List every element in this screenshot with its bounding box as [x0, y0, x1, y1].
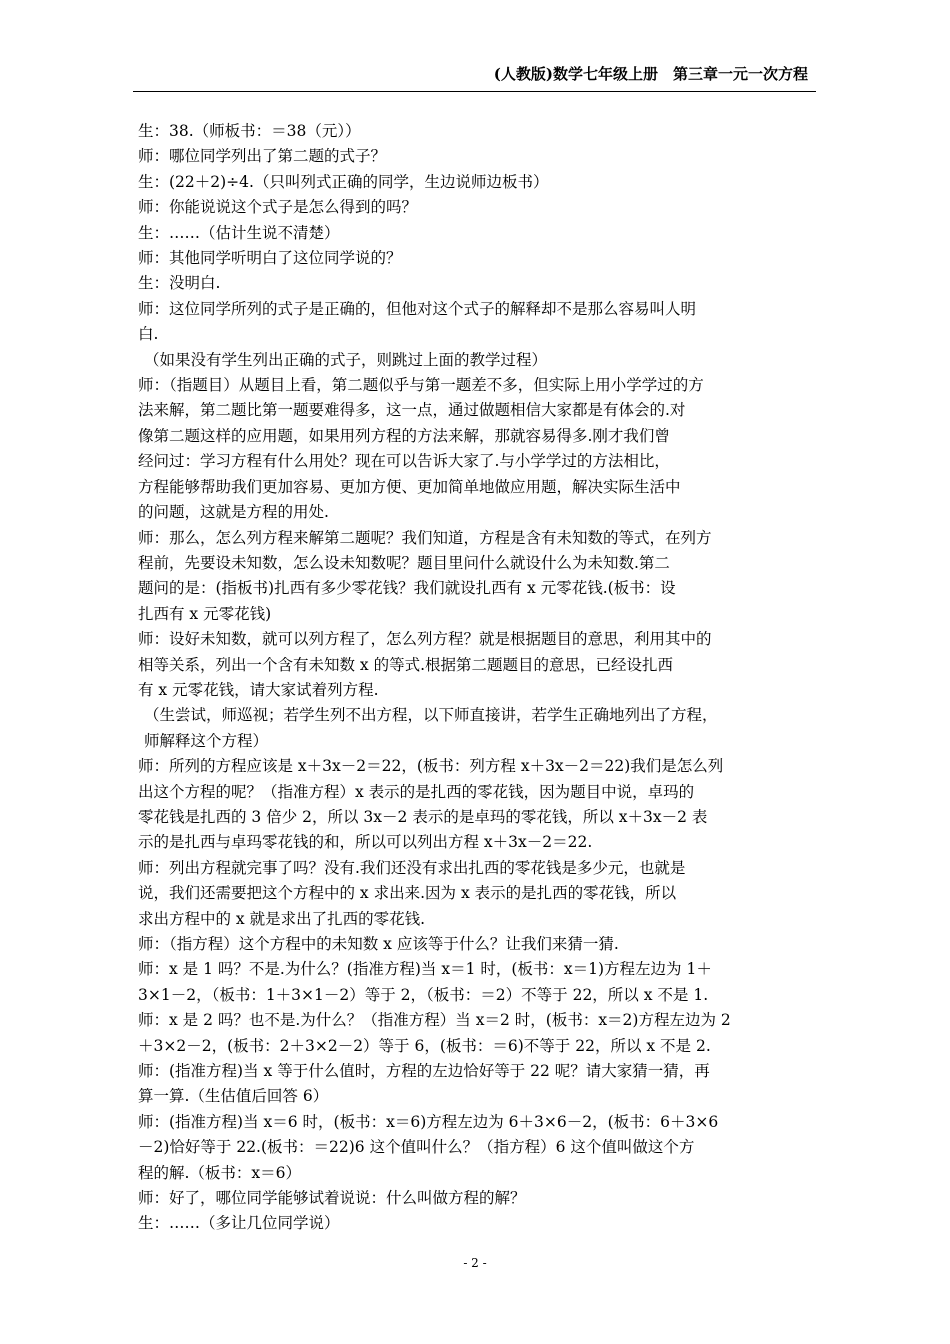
- dialogue-paragraph: [138, 754, 818, 856]
- text-line: 师：这位同学所列的式子是正确的，但他对这个式子的解释却不是那么容易叫人明: [138, 299, 697, 318]
- text-line: ＋3×2－2，(板书：2＋3×2－2）等于 6，(板书：＝6)不等于 22，所以 x 不是 2.: [138, 1036, 711, 1055]
- text-line: 师：你能说说这个式子是怎么得到的吗？: [138, 198, 418, 217]
- text-line: 师：所列的方程应该是 x＋3x－2＝22，(板书：列方程 x＋3x－2＝22)我们是怎么列: [138, 757, 724, 776]
- dialogue-paragraph: [138, 195, 818, 220]
- text-line: 师：好了，哪位同学能够试着说说：什么叫做方程的解？: [138, 1189, 526, 1208]
- text-line: 出这个方程的呢？（指准方程）x 表示的是扎西的零花钱，因为题目中说，卓玛的: [138, 782, 695, 801]
- text-line: 方程能够帮助我们更加容易、更加方便、更加简单地做应用题，解决实际生活中: [138, 477, 681, 496]
- dialogue-paragraph: [138, 246, 818, 271]
- dialogue-paragraph: [138, 297, 818, 348]
- text-line: 像第二题这样的应用题，如果用列方程的方法来解，那就容易得多.刚才我们曾: [138, 426, 670, 445]
- dialogue-paragraph: [138, 1110, 818, 1186]
- text-line: 经问过：学习方程有什么用处？现在可以告诉大家了.与小学学过的方法相比，: [138, 452, 670, 471]
- dialogue-paragraph: [138, 373, 818, 525]
- text-line: 题问的是：(指板书)扎西有多少零花钱？我们就设扎西有 x 元零花钱.(板书：设: [138, 579, 676, 598]
- text-line: 示的是扎西与卓玛零花钱的和，所以可以列出方程 x＋3x－2＝22.: [138, 833, 593, 852]
- dialogue-paragraph: [138, 627, 818, 703]
- page-header: (人教版)数学七年级上册 第三章一元一次方程: [493, 65, 808, 83]
- text-line: 有 x 元零花钱，请大家试着列方程.: [138, 680, 379, 699]
- text-line: 零花钱是扎西的 3 倍少 2，所以 3x－2 表示的是卓玛的零花钱，所以 x＋3x－2 表: [138, 807, 708, 826]
- text-line: 算一算.（生估值后回答 6）: [138, 1087, 329, 1106]
- text-line: 师：(指准方程)当 x 等于什么值时，方程的左边恰好等于 22 呢？请大家猜一猜，再: [138, 1062, 710, 1081]
- dialogue-paragraph: [138, 144, 818, 169]
- text-line: 的问题，这就是方程的用处.: [138, 503, 329, 522]
- page-number: - 2 -: [463, 1256, 487, 1270]
- text-line: 师：列出方程就完事了吗？没有.我们还没有求出扎西的零花钱是多少元，也就是: [138, 858, 686, 877]
- text-line: 师：（指题目）从题目上看，第二题似乎与第一题差不多，但实际上用小学学过的方: [138, 376, 704, 395]
- dialogue-paragraph: [138, 1008, 818, 1059]
- dialogue-paragraph: [138, 1211, 818, 1236]
- text-line: 生：38.（师板书：＝38（元））: [138, 122, 361, 140]
- text-line: 相等关系，列出一个含有未知数 x 的等式.根据第二题题目的意思，已经设扎西: [138, 655, 674, 674]
- dialogue-paragraph: [138, 703, 818, 754]
- lesson-transcript: [138, 119, 818, 1237]
- dialogue-paragraph: [138, 1059, 818, 1110]
- text-line: 师：其他同学听明白了这位同学说的？: [138, 249, 402, 268]
- text-line: 程的解.（板书：x＝6）: [138, 1163, 302, 1182]
- text-line: 生：(22＋2)÷4.（只叫列式正确的同学，生边说师边板书）: [138, 172, 549, 191]
- text-line: 求出方程中的 x 就是求出了扎西的零花钱.: [138, 909, 426, 928]
- dialogue-paragraph: [138, 119, 818, 144]
- dialogue-paragraph: [138, 856, 818, 932]
- text-line: （如果没有学生列出正确的式子，则跳过上面的教学过程）: [144, 350, 548, 369]
- text-line: －2)恰好等于 22.(板书：＝22)6 这个值叫什么？（指方程）6 这个值叫做这个方: [138, 1138, 695, 1157]
- text-line: 师：那么，怎么列方程来解第二题呢？我们知道，方程是含有未知数的等式，在列方: [138, 528, 712, 547]
- text-line: 说，我们还需要把这个方程中的 x 求出来.因为 x 表示的是扎西的零花钱，所以: [138, 884, 677, 903]
- text-line: 生：……（估计生说不清楚）: [138, 223, 340, 242]
- text-line: 师：设好未知数，就可以列方程了，怎么列方程？就是根据题目的意思，利用其中的: [138, 630, 712, 649]
- dialogue-paragraph: [138, 526, 818, 628]
- dialogue-paragraph: [138, 932, 818, 957]
- text-line: 师：x 是 2 吗？也不是.为什么？（指准方程）当 x＝2 时，(板书：x＝2)方程左边为 2: [138, 1011, 731, 1030]
- dialogue-paragraph: [138, 170, 818, 195]
- text-line: 师：(指准方程)当 x＝6 时，(板书：x＝6)方程左边为 6＋3×6－2，(板书：6＋3×6: [138, 1112, 719, 1131]
- text-line: 师解释这个方程）: [144, 731, 269, 750]
- dialogue-paragraph: [138, 1186, 818, 1211]
- dialogue-paragraph: [138, 221, 818, 246]
- text-line: 白.: [138, 325, 159, 344]
- dialogue-paragraph: [138, 348, 818, 373]
- text-line: 师：x 是 1 吗？不是.为什么？(指准方程)当 x＝1 时，(板书：x＝1)方程左边为 1＋: [138, 960, 712, 979]
- header-rule: [133, 91, 816, 92]
- text-line: 扎西有 x 元零花钱): [138, 604, 272, 623]
- text-line: 师：哪位同学列出了第二题的式子？: [138, 147, 387, 166]
- text-line: 3×1－2，（板书：1＋3×1－2）等于 2，（板书：＝2）不等于 22，所以 x 不是 1.: [138, 985, 709, 1004]
- text-line: 师：（指方程）这个方程中的未知数 x 应该等于什么？让我们来猜一猜.: [138, 935, 619, 953]
- dialogue-paragraph: [138, 271, 818, 296]
- dialogue-paragraph: [138, 957, 818, 1008]
- text-line: 程前，先要设未知数，怎么设未知数呢？题目里问什么就设什么为未知数.第二: [138, 553, 670, 572]
- text-line: 生：……（多让几位同学说）: [138, 1214, 340, 1233]
- text-line: 生：没明白.: [138, 274, 221, 293]
- text-line: 法来解，第二题比第一题要难得多，这一点，通过做题相信大家都是有体会的.对: [138, 401, 686, 420]
- text-line: （生尝试，师巡视；若学生列不出方程，以下师直接讲，若学生正确地列出了方程，: [144, 706, 718, 725]
